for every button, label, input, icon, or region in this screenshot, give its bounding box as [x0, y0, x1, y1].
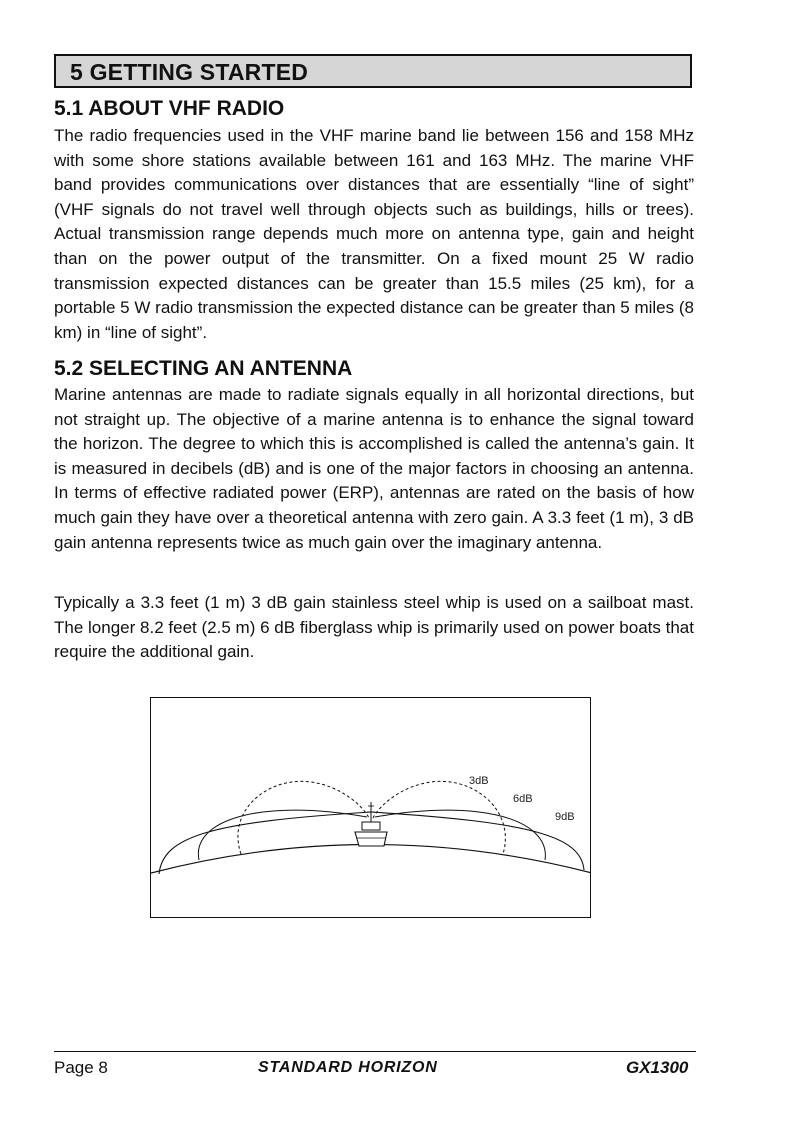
section-heading-about-vhf-radio: 5.1 ABOUT VHF RADIO — [54, 97, 285, 120]
pattern-6db-right — [375, 810, 545, 860]
paragraph-selecting-antenna-1: Marine antennas are made to radiate signals equally in all horizontal directions, but not straight up. The objective of a marine antenna is to enhance the signal toward the horizon. The degree to which this is accomplished is called the antenna’s gain. It is measured in decibels (dB) and is one of the major factors in choosing an antenna. In terms of effective radiated power (ERP), antennas are rated on the basis of how much gain they have over a theoretical antenna with zero gain. A 3.3 feet (1 m), 3 dB gain antenna represents twice as much gain over the imaginary antenna. — [54, 385, 694, 552]
footer-divider — [54, 1051, 696, 1052]
antenna-gain-illustration — [151, 698, 591, 918]
antenna-gain-diagram — [150, 697, 591, 918]
chapter-title-box — [54, 54, 692, 88]
paragraph-selecting-antenna-2: Typically a 3.3 feet (1 m) 3 dB gain stainless steel whip is used on a sailboat mast. The longer 8.2 feet (2.5 m) 6 dB fiberglass whip is primarily used on power boats that require the additional gain. — [54, 593, 694, 662]
pattern-6db-left — [198, 810, 367, 860]
chapter-title: 5 GETTING STARTED — [70, 59, 309, 85]
label-9db: 9dB — [555, 811, 575, 823]
footer-model: GX1300 — [626, 1058, 689, 1077]
sea-surface — [151, 845, 591, 874]
section-heading-selecting-antenna: 5.2 SELECTING AN ANTENNA — [54, 357, 353, 380]
footer-brand: STANDARD HORIZON — [258, 1059, 438, 1076]
label-6db: 6dB — [513, 793, 533, 805]
paragraph-about-vhf-radio: The radio frequencies used in the VHF marine band lie between 156 and 158 MHz with some shore stations available between 161 and 163 MHz. The marine VHF band provides communications over distances that are essentially “line of sight” (VHF signals do not travel well through objects such as buildings, hills or trees). Actual transmission range depends much more on antenna type, gain and height than on the power output of the transmitter. On a fixed mount 25 W radio transmission expected distances can be greater than 15.5 miles (25 km), for a portable 5 W radio transmission the expected distance can be greater than 5 miles (8 km) in “line of sight”. — [54, 126, 694, 342]
boat-hull — [355, 832, 387, 846]
label-3db: 3dB — [469, 775, 489, 787]
footer-page-number: Page 8 — [54, 1058, 108, 1077]
boat-cabin — [362, 822, 380, 830]
